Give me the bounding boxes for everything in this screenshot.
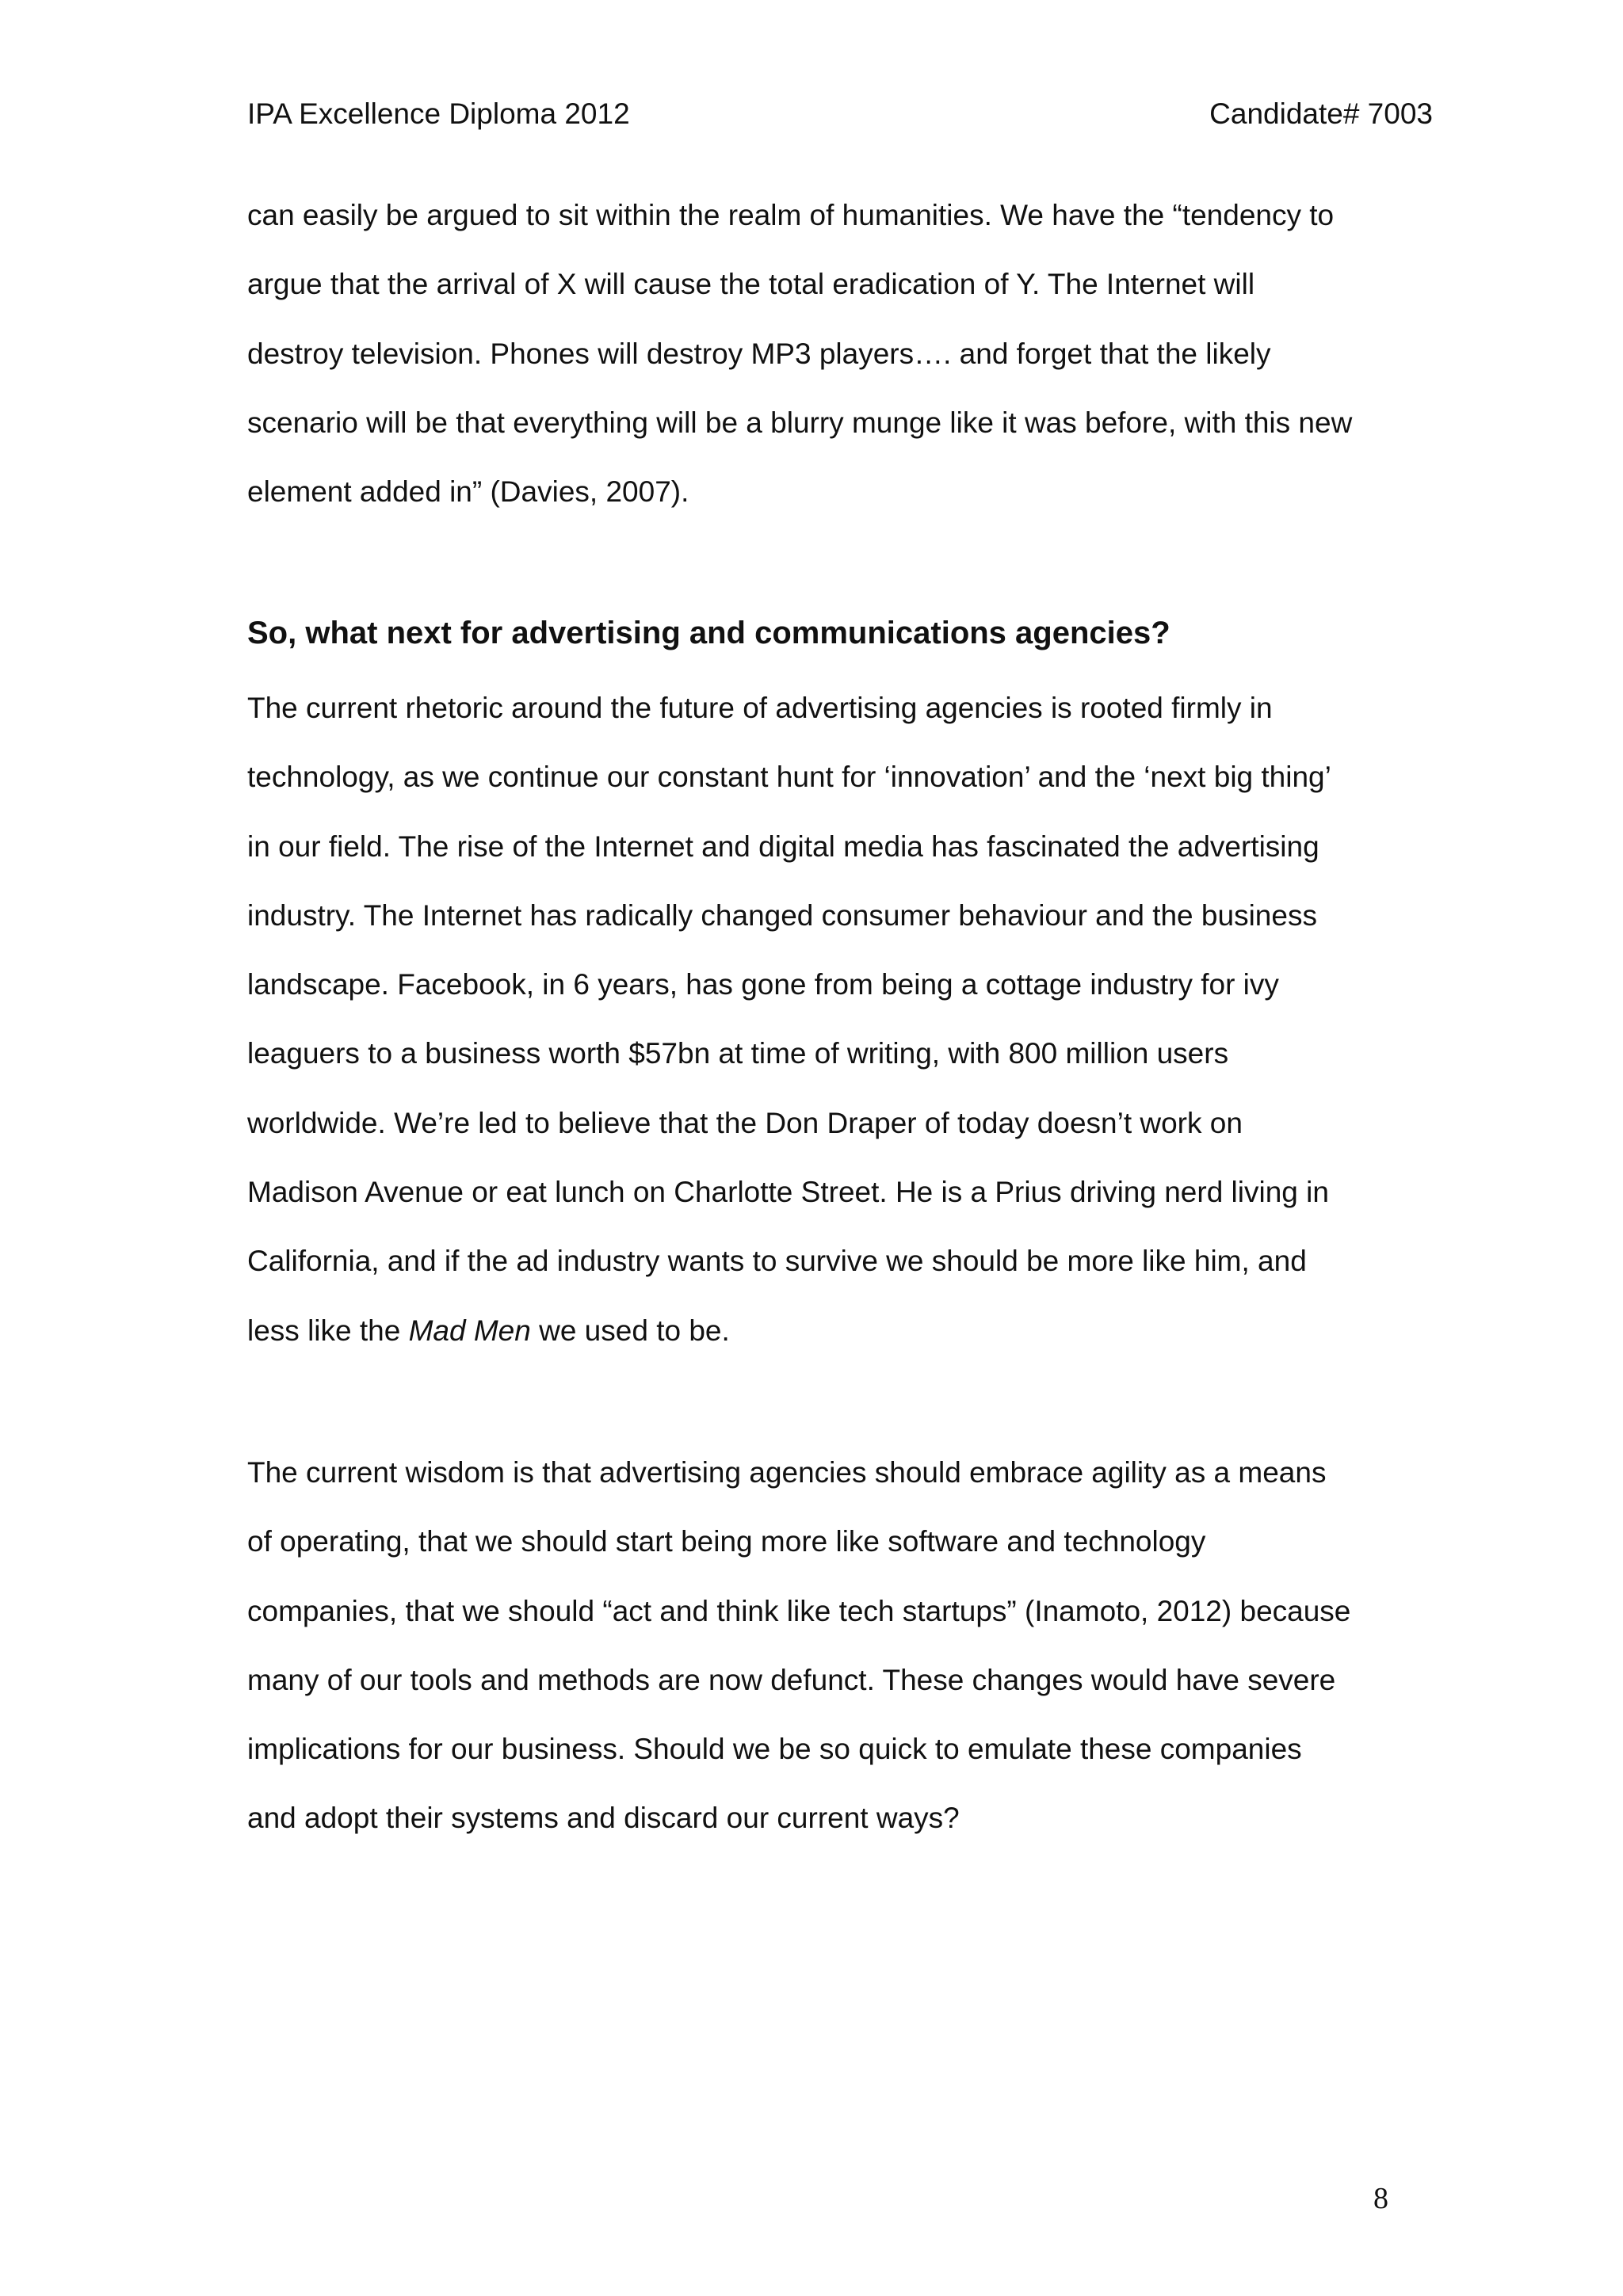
text-line: many of our tools and methods are now defunct. These changes would have severe bbox=[247, 1663, 1336, 1696]
candidate-number: Candidate# 7003 bbox=[1209, 97, 1433, 130]
text-line: leaguers to a business worth $57bn at time of writing, with 800 million users bbox=[247, 1037, 1229, 1070]
document-header-title: IPA Excellence Diploma 2012 bbox=[247, 97, 630, 130]
text-line: of operating, that we should start being more like software and technology bbox=[247, 1525, 1206, 1558]
paragraph-3 bbox=[247, 1438, 1436, 1853]
text-line: technology, as we continue our constant hunt for ‘innovation’ and the ‘next big thing’ bbox=[247, 761, 1331, 794]
text-line: The current wisdom is that advertising agencies should embrace agility as a means bbox=[247, 1456, 1327, 1489]
text-line: can easily be argued to sit within the realm of humanities. We have the “tendency to bbox=[247, 199, 1335, 231]
text-fragment: less like the bbox=[247, 1314, 409, 1347]
text-line: element added in” (Davies, 2007). bbox=[247, 475, 689, 509]
page-number: 8 bbox=[1373, 2182, 1388, 2215]
section-heading: So, what next for advertising and communications agencies? bbox=[247, 616, 1170, 650]
text-line: scenario will be that everything will be a blurry munge like it was before, with this new bbox=[247, 406, 1353, 439]
text-line: in our field. The rise of the Internet and digital media has fascinated the advertising bbox=[247, 830, 1319, 863]
text-fragment: we used to be. bbox=[530, 1314, 730, 1347]
paragraph-1 bbox=[247, 181, 1436, 526]
text-line: worldwide. We’re led to believe that the Don Draper of today doesn’t work on bbox=[247, 1106, 1243, 1139]
text-line-last bbox=[247, 1296, 1436, 1365]
text-line: argue that the arrival of X will cause the total eradication of Y. The Internet will bbox=[247, 268, 1255, 301]
italic-title-mad-men: Mad Men bbox=[408, 1314, 531, 1347]
text-line: landscape. Facebook, in 6 years, has gone from being a cottage industry for ivy bbox=[247, 968, 1279, 1001]
text-line: Madison Avenue or eat lunch on Charlotte Street. He is a Prius driving nerd living in bbox=[247, 1176, 1329, 1209]
text-line: The current rhetoric around the future of advertising agencies is rooted firmly in bbox=[247, 692, 1273, 724]
text-line: California, and if the ad industry wants to survive we should be more like him, and bbox=[247, 1245, 1307, 1278]
text-line: implications for our business. Should we be so quick to emulate these companies bbox=[247, 1733, 1302, 1766]
text-line: industry. The Internet has radically changed consumer behaviour and the business bbox=[247, 898, 1317, 932]
text-line: companies, that we should “act and think like tech startups” (Inamoto, 2012) because bbox=[247, 1594, 1351, 1627]
text-line: and adopt their systems and discard our current ways? bbox=[247, 1802, 960, 1835]
paragraph-2 bbox=[247, 673, 1436, 1365]
text-line: destroy television. Phones will destroy MP3 players…. and forget that the likely bbox=[247, 337, 1271, 370]
